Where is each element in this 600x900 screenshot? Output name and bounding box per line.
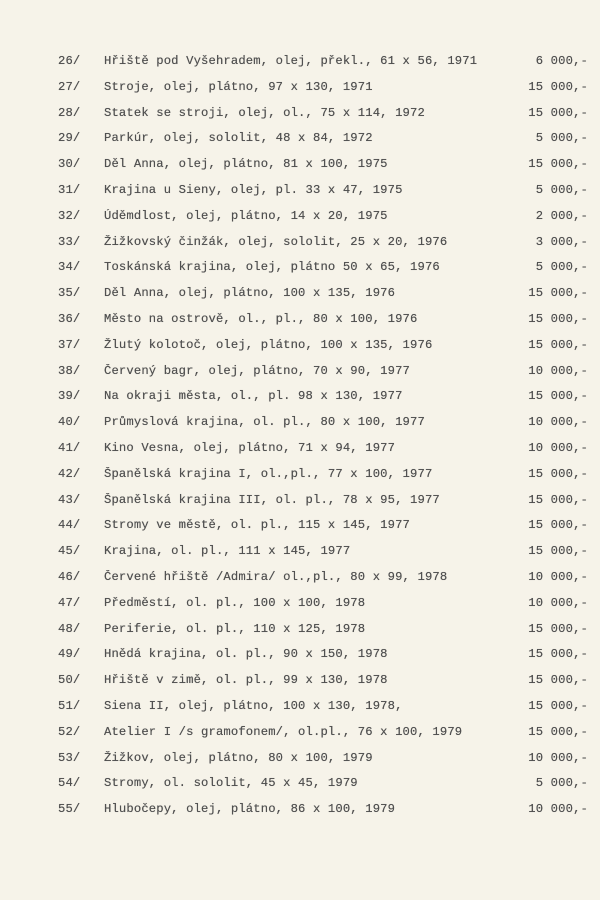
item-number: 53/ [58,750,81,765]
list-item [58,514,588,540]
list-item [58,179,588,205]
item-description: Krajina u Sieny, olej, pl. 33 x 47, 1975 [104,182,403,197]
item-number: 52/ [58,724,81,739]
item-price: 10 000,- [528,595,588,610]
item-description: Úděmdlost, olej, plátno, 14 x 20, 1975 [104,208,388,223]
list-item [58,411,588,437]
item-price: 5 000,- [535,776,588,791]
list-item [58,256,588,282]
item-number: 39/ [58,389,81,404]
item-number: 26/ [58,54,81,68]
item-number: 31/ [58,182,81,197]
item-number: 48/ [58,621,81,636]
list-item [58,695,588,721]
list-item [58,798,588,824]
list-item [58,566,588,592]
list-item [58,334,588,360]
list-item [58,643,588,669]
item-description: Žižkov, olej, plátno, 80 x 100, 1979 [104,750,373,765]
item-number: 27/ [58,79,81,94]
item-description: Žižkovský činžák, olej, sololit, 25 x 20, 1976 [104,234,448,249]
list-item [58,721,588,747]
item-description: Předměstí, ol. pl., 100 x 100, 1978 [104,595,366,610]
item-number: 45/ [58,544,81,559]
item-price: 5 000,- [535,182,588,197]
item-number: 42/ [58,466,81,481]
item-price: 2 000,- [535,208,588,223]
item-price: 15 000,- [528,724,588,739]
item-description: Siena II, olej, plátno, 100 x 130, 1978, [104,698,403,713]
item-description: Hlubočepy, olej, plátno, 86 x 100, 1979 [104,802,396,817]
item-price: 15 000,- [528,466,588,481]
list-item [58,50,588,76]
item-description: Děl Anna, olej, plátno, 81 x 100, 1975 [104,157,388,172]
list-item [58,231,588,257]
item-number: 32/ [58,208,81,223]
item-number: 34/ [58,260,81,275]
item-number: 46/ [58,569,81,584]
item-description: Červený bagr, olej, plátno, 70 x 90, 1977 [104,363,411,378]
item-price: 15 000,- [528,544,588,559]
item-description: Španělská krajina I, ol.,pl., 77 x 100, 1977 [104,466,433,481]
item-price: 5 000,- [535,260,588,275]
item-price: 10 000,- [528,363,588,378]
item-price: 10 000,- [528,569,588,584]
item-number: 49/ [58,647,81,662]
item-price: 10 000,- [528,440,588,455]
item-description: Parkúr, olej, sololit, 48 x 84, 1972 [104,131,373,146]
item-price: 15 000,- [528,698,588,713]
item-number: 37/ [58,337,81,352]
item-description: Statek se stroji, olej, ol., 75 x 114, 1972 [104,105,425,120]
item-description: Hnědá krajina, ol. pl., 90 x 150, 1978 [104,647,388,662]
item-price: 15 000,- [528,518,588,533]
item-price: 15 000,- [528,673,588,688]
item-description: Stromy ve městě, ol. pl., 115 x 145, 1977 [104,518,411,533]
item-number: 40/ [58,415,81,430]
item-description: Atelier I /s gramofonem/, ol.pl., 76 x 100, 1979 [104,724,463,739]
item-price: 10 000,- [528,802,588,817]
item-description: Na okraji města, ol., pl. 98 x 130, 1977 [104,389,403,404]
item-price: 15 000,- [528,311,588,326]
item-number: 51/ [58,698,81,713]
item-number: 28/ [58,105,81,120]
item-price: 10 000,- [528,415,588,430]
item-number: 47/ [58,595,81,610]
list-item [58,205,588,231]
item-price: 15 000,- [528,105,588,120]
item-number: 41/ [58,440,81,455]
item-price: 15 000,- [528,647,588,662]
item-price: 15 000,- [528,492,588,507]
list-item [58,153,588,179]
item-price: 15 000,- [528,621,588,636]
item-number: 44/ [58,518,81,533]
list-item [58,592,588,618]
item-description: Toskánská krajina, olej, plátno 50 x 65, 1976 [104,260,440,275]
item-description: Periferie, ol. pl., 110 x 125, 1978 [104,621,366,636]
item-number: 43/ [58,492,81,507]
item-description: Krajina, ol. pl., 111 x 145, 1977 [104,544,351,559]
item-description: Hřiště pod Vyšehradem, olej, překl., 61 x 56, 1971 [104,54,478,68]
item-price: 15 000,- [528,389,588,404]
item-description: Červené hřiště /Admira/ ol.,pl., 80 x 99, 1978 [104,569,448,584]
list-item [58,463,588,489]
list-item [58,669,588,695]
list-item [58,385,588,411]
item-price: 5 000,- [535,131,588,146]
item-price: 15 000,- [528,337,588,352]
item-price: 10 000,- [528,750,588,765]
item-price: 15 000,- [528,79,588,94]
list-item [58,618,588,644]
list-item [58,360,588,386]
item-number: 35/ [58,286,81,301]
item-price: 15 000,- [528,286,588,301]
item-description: Hřiště v zimě, ol. pl., 99 x 130, 1978 [104,673,388,688]
item-number: 30/ [58,157,81,172]
item-price: 15 000,- [528,157,588,172]
item-description: Průmyslová krajina, ol. pl., 80 x 100, 1977 [104,415,425,430]
item-price: 3 000,- [535,234,588,249]
item-number: 33/ [58,234,81,249]
item-number: 29/ [58,131,81,146]
item-number: 38/ [58,363,81,378]
artwork-price-list [58,50,588,824]
item-description: Kino Vesna, olej, plátno, 71 x 94, 1977 [104,440,396,455]
item-description: Stromy, ol. sololit, 45 x 45, 1979 [104,776,358,791]
list-item [58,540,588,566]
list-item [58,308,588,334]
list-item [58,102,588,128]
item-price: 6 000,- [535,54,588,68]
item-description: Španělská krajina III, ol. pl., 78 x 95, 1977 [104,492,440,507]
item-number: 50/ [58,673,81,688]
item-number: 55/ [58,802,81,817]
item-number: 36/ [58,311,81,326]
list-item [58,489,588,515]
item-description: Město na ostrově, ol., pl., 80 x 100, 1976 [104,311,418,326]
item-description: Žlutý kolotoč, olej, plátno, 100 x 135, 1976 [104,337,433,352]
list-item [58,747,588,773]
list-item [58,282,588,308]
item-description: Stroje, olej, plátno, 97 x 130, 1971 [104,79,373,94]
list-item [58,437,588,463]
list-item [58,127,588,153]
item-number: 54/ [58,776,81,791]
list-item [58,76,588,102]
list-item [58,772,588,798]
item-description: Děl Anna, olej, plátno, 100 x 135, 1976 [104,286,396,301]
